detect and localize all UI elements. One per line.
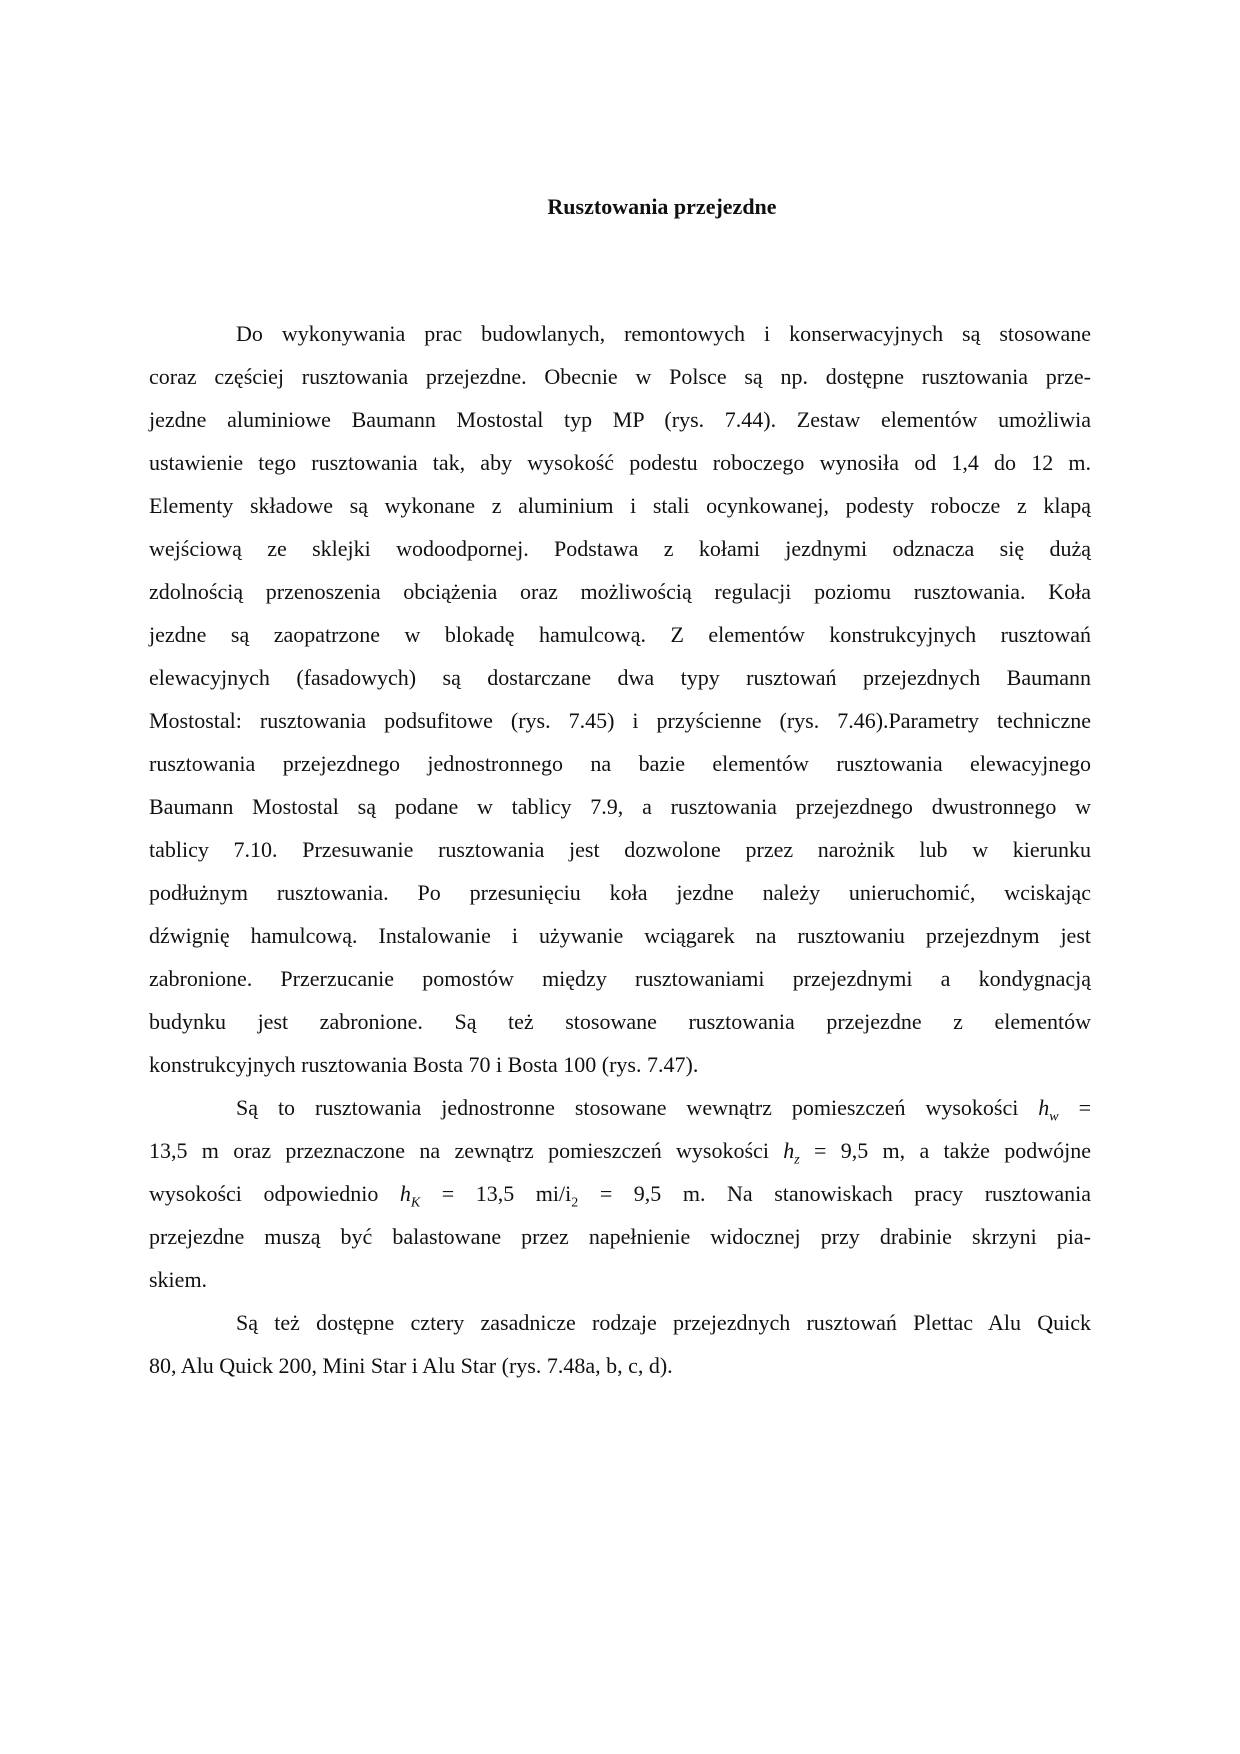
text-line [149, 312, 1091, 355]
text-run: wysokości odpowiednio [149, 1181, 400, 1206]
variable-subscript: z [794, 1152, 800, 1168]
text-line [149, 785, 1091, 828]
text-run: rusztowania przejezdnego jednostronnego na bazie elementów rusztowania elewacyjnego [149, 751, 1091, 776]
text-run: zabronione. Przerzucanie pomostów między rusztowaniami przejezdnymi a kondygnacją [149, 966, 1091, 991]
text-run: Są też dostępne cztery zasadnicze rodzaje przejezdnych rusztowań Plettac Alu Quick [236, 1310, 1091, 1335]
text-run: budynku jest zabronione. Są też stosowane rusztowania przejezdne z elementów [149, 1009, 1091, 1034]
text-line [149, 1086, 1091, 1129]
text-run: jezdne aluminiowe Baumann Mostostal typ MP (rys. 7.44). Zestaw elementów umożliwia [149, 407, 1091, 432]
text-run: = 9,5 m, a także podwójne [799, 1138, 1091, 1163]
text-line [149, 656, 1091, 699]
document-body [149, 312, 1091, 1387]
text-line [149, 957, 1091, 1000]
math-variable [1038, 1095, 1059, 1125]
subscript: 2 [571, 1195, 579, 1211]
variable-symbol: h [399, 1181, 411, 1206]
text-run: elewacyjnych (fasadowych) są dostarczane dwa typy rusztowań przejezdnych Baumann [149, 665, 1091, 690]
text-line [149, 742, 1091, 785]
text-run: konstrukcyjnych rusztowania Bosta 70 i Bosta 100 (rys. 7.47). [149, 1052, 699, 1077]
text-run: = [1058, 1095, 1091, 1120]
text-line [149, 1043, 1091, 1086]
text-line [149, 1258, 1091, 1301]
text-run: jezdne są zaopatrzone w blokadę hamulcową. Z elementów konstrukcyjnych rusztowań [149, 622, 1091, 647]
math-variable [783, 1138, 800, 1168]
text-line [149, 1172, 1091, 1215]
text-line [149, 527, 1091, 570]
text-line [149, 914, 1091, 957]
text-run: 13,5 m oraz przeznaczone na zewnątrz pomieszczeń wysokości [149, 1138, 784, 1163]
text-run: Elementy składowe są wykonane z aluminium i stali ocynkowanej, podesty robocze z klapą [149, 493, 1091, 518]
text-line [149, 613, 1091, 656]
text-run: tablicy 7.10. Przesuwanie rusztowania jest dozwolone przez narożnik lub w kierunku [149, 837, 1091, 862]
text-line [149, 871, 1091, 914]
text-line [149, 570, 1091, 613]
text-line [149, 441, 1091, 484]
text-line [149, 1301, 1091, 1344]
text-line [149, 1344, 1091, 1387]
math-variable [399, 1181, 421, 1211]
text-run: Są to rusztowania jednostronne stosowane wewnątrz pomieszczeń wysokości [236, 1095, 1039, 1120]
text-line [149, 398, 1091, 441]
text-run: Do wykonywania prac budowlanych, remontowych i konserwacyjnych są stosowane [236, 321, 1091, 346]
text-run: skiem. [149, 1267, 208, 1292]
text-run: coraz częściej rusztowania przejezdne. Obecnie w Polsce są np. dostępne rusztowania prze- [149, 364, 1091, 389]
text-line [149, 828, 1091, 871]
text-line [149, 699, 1091, 742]
text-run: podłużnym rusztowania. Po przesunięciu koła jezdne należy unieruchomić, wciskając [149, 880, 1091, 905]
text-run: Baumann Mostostal są podane w tablicy 7.9, a rusztowania przejezdnego dwustronnego w [149, 794, 1091, 819]
paragraph [149, 312, 1091, 1086]
text-run: wejściową ze sklejki wodoodpornej. Podstawa z kołami jezdnymi odznacza się dużą [149, 536, 1091, 561]
text-line [149, 355, 1091, 398]
paragraph [149, 1301, 1091, 1387]
text-line [149, 1129, 1091, 1172]
text-run: zdolnością przenoszenia obciążenia oraz możliwością regulacji poziomu rusztowania. Koła [149, 579, 1091, 604]
text-run: 80, Alu Quick 200, Mini Star i Alu Star (rys. 7.48a, b, c, d). [149, 1353, 673, 1378]
text-run: przejezdne muszą być balastowane przez napełnienie widocznej przy drabinie skrzyni pia- [149, 1224, 1091, 1249]
text-line [149, 1000, 1091, 1043]
variable-subscript: K [410, 1195, 421, 1211]
variable-symbol: h [1038, 1095, 1050, 1120]
document-title: Rusztowania przejezdne [547, 194, 777, 219]
text-line [149, 484, 1091, 527]
text-run: dźwignię hamulcową. Instalowanie i używanie wciągarek na rusztowaniu przejezdnym jest [149, 923, 1091, 948]
variable-symbol: h [783, 1138, 795, 1163]
text-line [149, 1215, 1091, 1258]
variable-subscript: w [1049, 1109, 1059, 1125]
text-run: = 9,5 m. Na stanowiskach pracy rusztowania [578, 1181, 1092, 1206]
text-run: ustawienie tego rusztowania tak, aby wysokość podestu roboczego wynosiła od 1,4 do 12 m. [149, 450, 1091, 475]
text-run: = 13,5 mi/i [420, 1181, 572, 1206]
paragraph [149, 1086, 1091, 1301]
text-run: Mostostal: rusztowania podsufitowe (rys. 7.45) i przyścienne (rys. 7.46).Parametry techniczne [149, 708, 1091, 733]
